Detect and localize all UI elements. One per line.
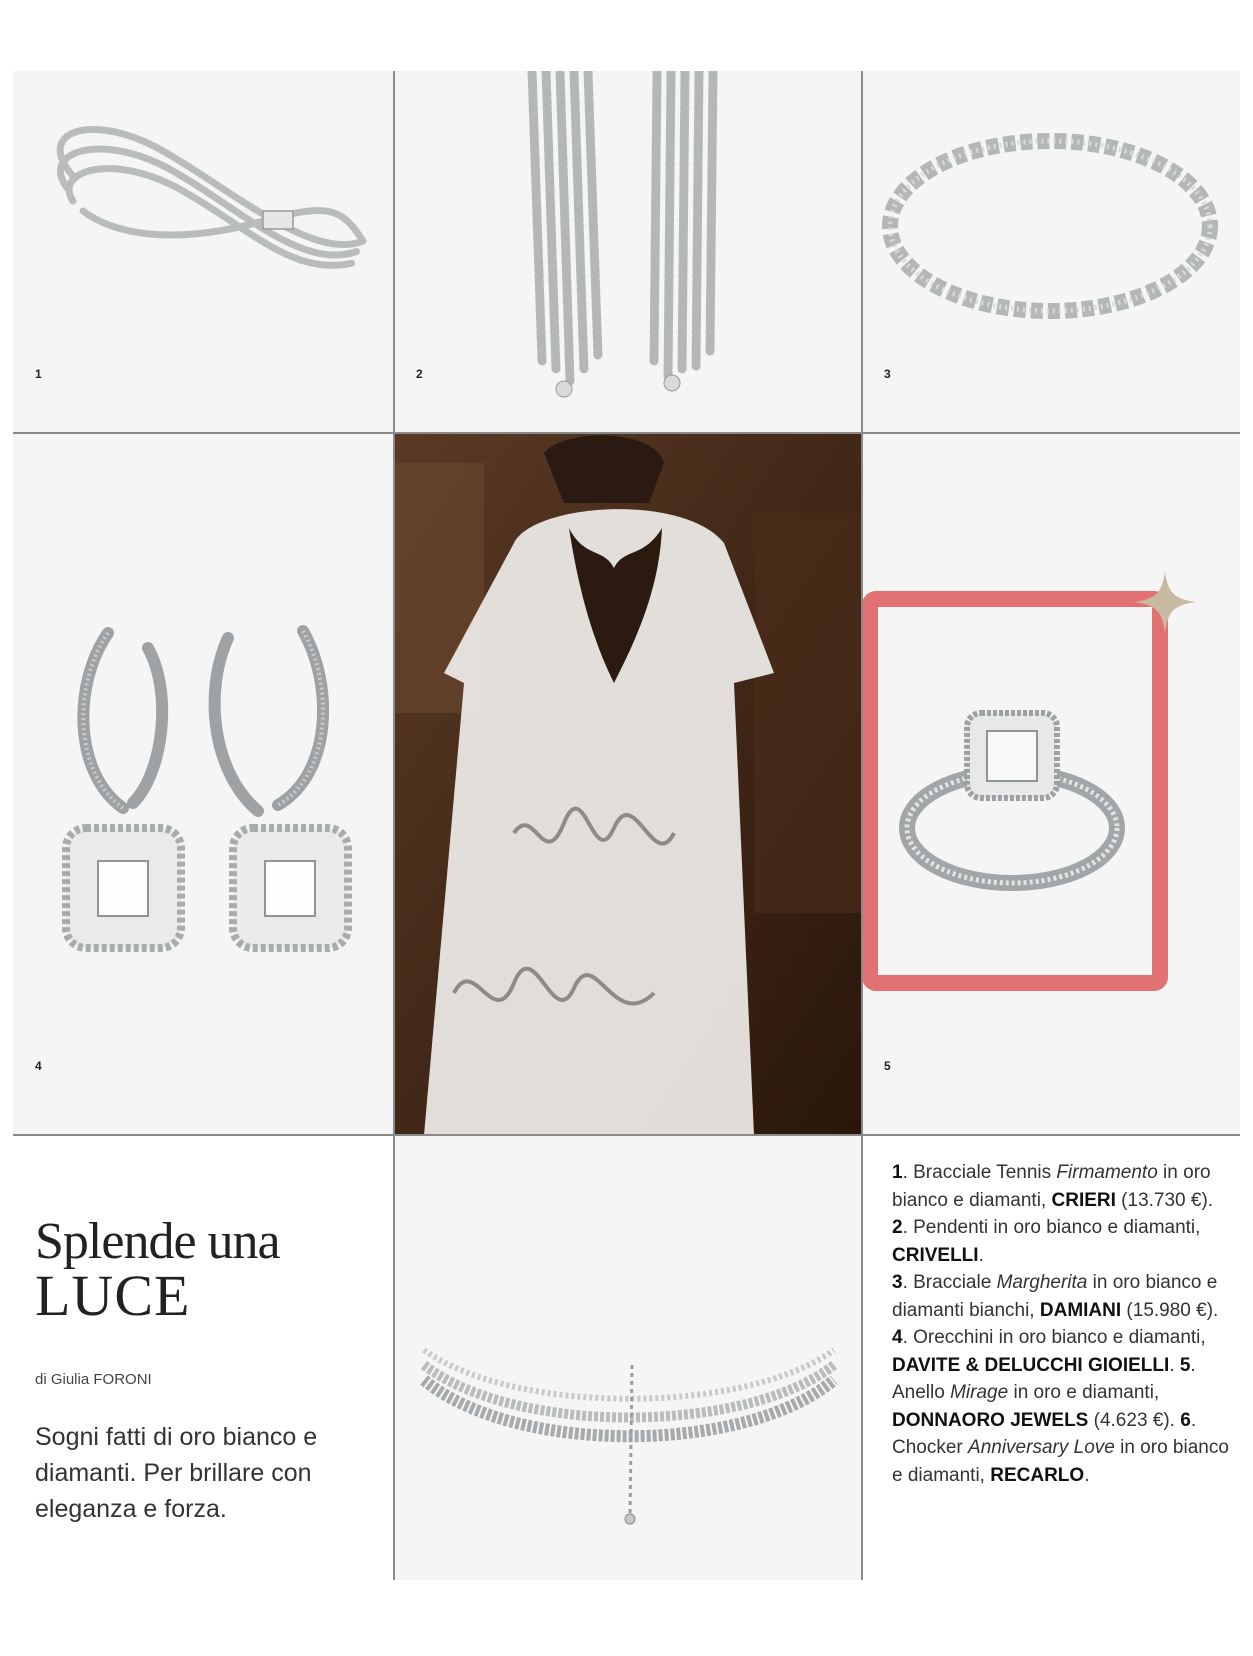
byline-author: FORONI: [93, 1371, 152, 1388]
item-number-2: 2: [416, 367, 423, 381]
product-cell-2: [394, 71, 862, 433]
caption-3-brand: DAMIANI: [1039, 1299, 1122, 1321]
caption-3-text-b: in oro bianco e diamanti bianchi,: [892, 1272, 1218, 1321]
caption-3-price: (15.980 €).: [1121, 1299, 1219, 1321]
caption-5-text-b: in oro e diamanti,: [1008, 1382, 1160, 1403]
grid-divider-v2: [861, 71, 863, 1580]
article-title-cell: [13, 1135, 394, 1580]
drop-earrings-image: [13, 433, 394, 1135]
grid-divider-h2: [13, 1134, 1240, 1136]
pendant-earrings-image: [394, 71, 862, 433]
caption-4-end: .: [1169, 1354, 1180, 1376]
caption-1-text-b: in oro bianco e diamanti,: [892, 1162, 1211, 1211]
item-number-4: 4: [35, 1059, 42, 1073]
model-white-dress-photo: [394, 433, 862, 1135]
caption-5-text: . Anello: [892, 1354, 1196, 1403]
caption-5-italic: Mirage: [950, 1382, 1009, 1403]
caption-2-number: 2: [892, 1217, 903, 1238]
product-cell-5: [862, 433, 1240, 1135]
tennis-bracelet-image: [13, 71, 394, 433]
caption-6-text-b: in oro bianco e diamanti,: [892, 1437, 1229, 1486]
sparkle-icon: [1134, 571, 1196, 633]
caption-3-number: 3: [892, 1272, 903, 1293]
title-line-2: LUCE: [35, 1263, 191, 1328]
caption-6-brand: RECARLO: [990, 1464, 1085, 1486]
title-line-1: Splende una: [35, 1213, 280, 1270]
item-number-1: 1: [35, 367, 42, 381]
article-intro: Sogni fatti di oro bianco e diamanti. Per brillare con eleganza e forza.: [35, 1423, 318, 1523]
byline-prefix: di Giulia: [35, 1371, 90, 1388]
product-grid: [13, 71, 1240, 1580]
grid-divider-h1: [13, 432, 1240, 434]
caption-1-italic: Firmamento: [1056, 1162, 1158, 1183]
caption-1-text: . Bracciale Tennis: [902, 1162, 1057, 1183]
caption-3-italic: Margherita: [996, 1272, 1088, 1293]
caption-6-italic: Anniversary Love: [968, 1437, 1115, 1458]
caption-4-number: 4: [892, 1327, 903, 1348]
product-cell-1: [13, 71, 394, 433]
mirage-ring-image: [862, 433, 1240, 1135]
byline: [35, 1371, 152, 1388]
caption-1-price: (13.730 €).: [1115, 1189, 1214, 1211]
product-cell-6: [394, 1135, 862, 1580]
caption-5-number: 5: [1179, 1354, 1191, 1376]
caption-4-brand: DAVITE & DELUCCHI GIOIELLI: [892, 1354, 1170, 1376]
caption-6-text: . Chocker: [892, 1409, 1197, 1458]
caption-1-brand: CRIERI: [1051, 1189, 1116, 1211]
item-number-3: 3: [884, 367, 891, 381]
margherita-bracelet-image: [862, 71, 1240, 433]
choker-image: [394, 1135, 862, 1580]
caption-5-brand: DONNAORO JEWELS: [892, 1409, 1089, 1431]
product-cell-3: [862, 71, 1240, 433]
caption-4-text: . Orecchini in oro bianco e diamanti,: [902, 1327, 1206, 1348]
editorial-photo-cell: [394, 433, 862, 1135]
item-number-5: 5: [884, 1059, 891, 1073]
article-title: [35, 1213, 280, 1328]
product-captions: [892, 1159, 1232, 1489]
caption-1-number: 1: [892, 1162, 903, 1183]
caption-2-end: .: [978, 1244, 984, 1266]
grid-divider-v1: [393, 71, 395, 1580]
caption-2-text: . Pendenti in oro bianco e diamanti,: [902, 1217, 1201, 1238]
caption-3-text: . Bracciale: [902, 1272, 997, 1293]
product-cell-4: [13, 433, 394, 1135]
caption-5-price: (4.623 €).: [1088, 1409, 1181, 1431]
captions-cell: [862, 1135, 1240, 1580]
caption-2-brand: CRIVELLI: [892, 1244, 979, 1266]
caption-6-end: .: [1084, 1464, 1090, 1486]
caption-6-number: 6: [1180, 1409, 1191, 1431]
